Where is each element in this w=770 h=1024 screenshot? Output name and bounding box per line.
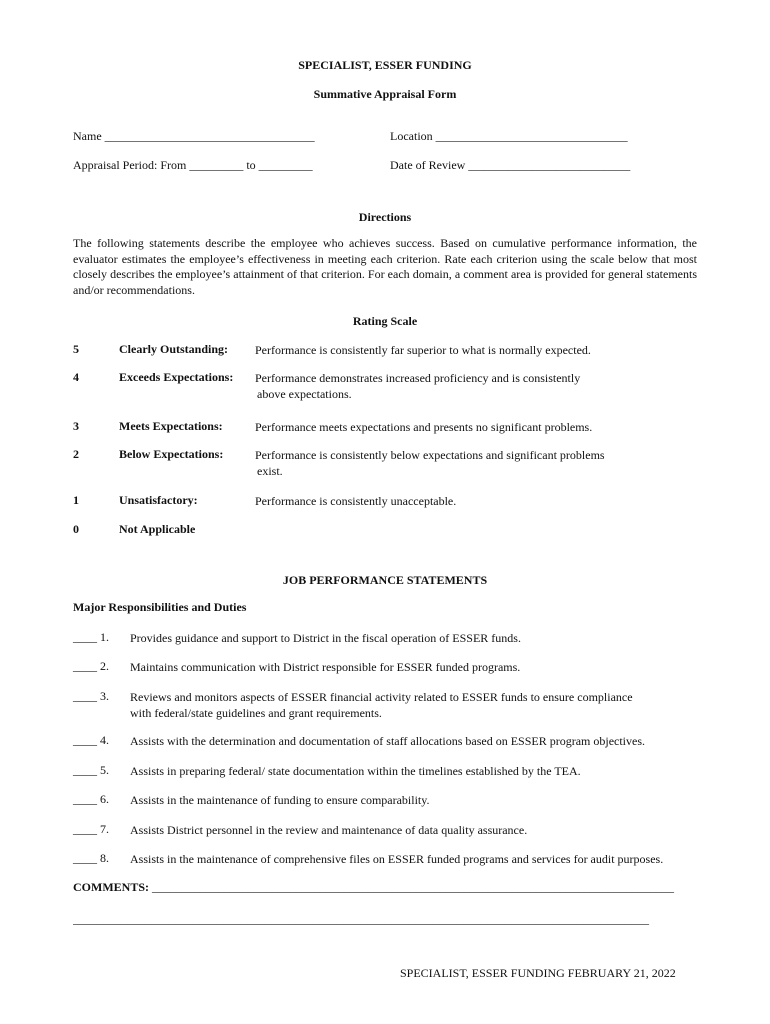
- statement-line: Assists with the determination and documentation of staff allocations based on ESSER program objectives.: [130, 734, 646, 748]
- rating-description: [255, 370, 635, 402]
- job-performance-heading: JOB PERFORMANCE STATEMENTS: [282, 573, 488, 587]
- statement-rating-blank[interactable]: ____ 4.: [73, 733, 109, 747]
- statement-line: Maintains communication with District responsible for ESSER funded programs.: [130, 660, 521, 674]
- rating-label: Exceeds Expectations:: [119, 370, 234, 384]
- statement-text: [130, 851, 700, 867]
- appraisal-period-field[interactable]: Appraisal Period: From _________ to _________: [73, 158, 313, 172]
- comments-line[interactable]: _______________________________________________________________________________________: [152, 880, 674, 894]
- rating-label: Meets Expectations:: [119, 419, 223, 433]
- comments-label: COMMENTS:: [73, 880, 149, 894]
- statement-line: Assists in preparing federal/ state documentation within the timelines established by the TEA.: [130, 764, 581, 778]
- statement-rating-blank[interactable]: ____ 2.: [73, 659, 109, 673]
- rating-description: [255, 419, 635, 435]
- major-responsibilities-heading: Major Responsibilities and Duties: [73, 600, 247, 614]
- statement-text: [130, 792, 700, 808]
- statement-text: [130, 689, 700, 721]
- rating-description: [255, 342, 635, 358]
- rating-scale-heading: Rating Scale: [352, 314, 418, 328]
- statement-line: Reviews and monitors aspects of ESSER financial activity related to ESSER funds to ensure compliance: [130, 690, 633, 704]
- rating-score: 0: [73, 522, 79, 536]
- comments-line[interactable]: ________________________________________________________________________________________________: [73, 912, 649, 926]
- rating-label: Not Applicable: [119, 522, 196, 536]
- document-subtitle: Summative Appraisal Form: [313, 87, 457, 101]
- name-field[interactable]: Name ___________________________________: [73, 129, 315, 143]
- rating-label: Below Expectations:: [119, 447, 224, 461]
- rating-description-line: Performance is consistently far superior to what is normally expected.: [255, 343, 591, 357]
- rating-score: 5: [73, 342, 79, 356]
- statement-line: Assists in the maintenance of funding to ensure comparability.: [130, 793, 430, 807]
- rating-label: Clearly Outstanding:: [119, 342, 229, 356]
- statement-rating-blank[interactable]: ____ 3.: [73, 689, 109, 703]
- rating-score: 4: [73, 370, 79, 384]
- statement-text: [130, 659, 700, 675]
- rating-score: 2: [73, 447, 79, 461]
- rating-description-line: above expectations.: [257, 387, 352, 401]
- rating-description-line: Performance meets expectations and presents no significant problems.: [255, 420, 593, 434]
- rating-description-line: Performance demonstrates increased proficiency and is consistently: [255, 371, 581, 385]
- statement-rating-blank[interactable]: ____ 8.: [73, 851, 109, 865]
- document-title: SPECIALIST, ESSER FUNDING: [298, 58, 472, 72]
- statement-rating-blank[interactable]: ____ 1.: [73, 630, 109, 644]
- footer: SPECIALIST, ESSER FUNDING FEBRUARY 21, 2022: [400, 966, 676, 980]
- statement-text: [130, 630, 700, 646]
- comments-row[interactable]: [73, 880, 674, 895]
- rating-description-line: Performance is consistently below expectations and significant problems: [255, 448, 605, 462]
- directions-heading: Directions: [358, 210, 412, 224]
- statement-line: Provides guidance and support to District in the fiscal operation of ESSER funds.: [130, 631, 521, 645]
- directions-text: The following statements describe the employee who achieves success. Based on cumulative performance information, the evaluator estimates the employee’s effectiveness in meeting each criterion. Rate each criterion using the scale below that most closely describes the employee’s attainment of that criterion. For each domain, a comment area is provided for general statements and/or recommendations.: [73, 236, 697, 297]
- rating-description: [255, 493, 635, 509]
- rating-score: 3: [73, 419, 79, 433]
- rating-description-line: Performance is consistently unacceptable.: [255, 494, 457, 508]
- statement-line: Assists District personnel in the review and maintenance of data quality assurance.: [130, 823, 528, 837]
- statement-text: [130, 822, 700, 838]
- statement-rating-blank[interactable]: ____ 6.: [73, 792, 109, 806]
- statement-text: [130, 763, 700, 779]
- statement-text: [130, 733, 700, 749]
- date-of-review-field[interactable]: Date of Review ___________________________: [390, 158, 631, 172]
- statement-line: Assists in the maintenance of comprehensive files on ESSER funded programs and services for audit purposes.: [130, 852, 664, 866]
- location-field[interactable]: Location ________________________________: [390, 129, 628, 143]
- statement-rating-blank[interactable]: ____ 5.: [73, 763, 109, 777]
- rating-label: Unsatisfactory:: [119, 493, 198, 507]
- rating-score: 1: [73, 493, 79, 507]
- rating-description-line: exist.: [257, 464, 283, 478]
- statement-line: with federal/state guidelines and grant requirements.: [130, 706, 382, 720]
- rating-description: [255, 447, 635, 479]
- statement-rating-blank[interactable]: ____ 7.: [73, 822, 109, 836]
